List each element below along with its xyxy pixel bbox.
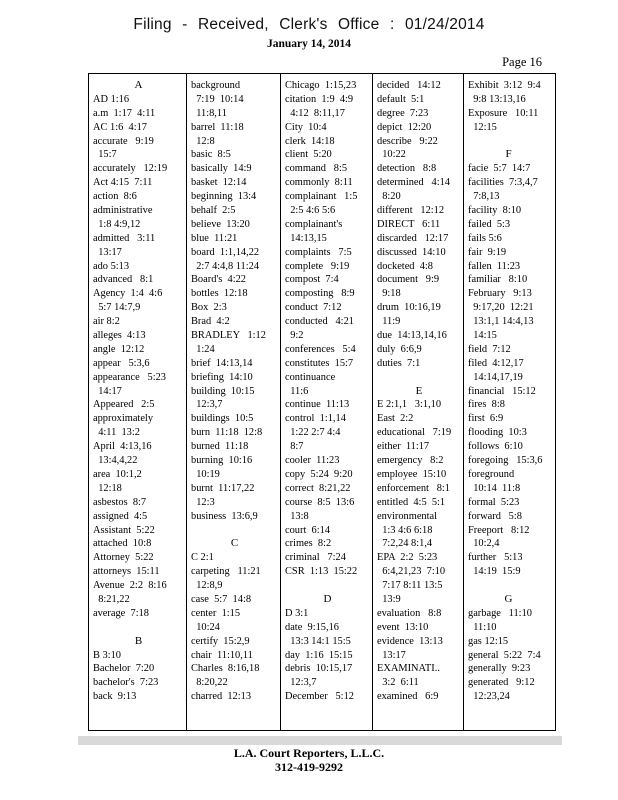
index-entry: gas 12:15 [468,635,509,647]
index-entry: 12:3,7 [191,399,223,411]
blank-line [468,579,549,593]
index-entry: fallen 11:23 [468,260,521,272]
index-entry: burned 11:18 [191,441,249,453]
section-letter: A [134,79,143,91]
index-entry: 14:14,17,19 [468,371,523,383]
index-entry: 12:3,7 [285,677,317,689]
index-entry: briefing 14:10 [191,371,253,383]
index-entry: 14:15 [468,330,497,342]
index-entry: appearance 5:23 [93,371,166,383]
index-entry: building 10:15 [191,385,255,397]
index-entry: 13:3 14:1 15:5 [285,635,351,647]
index-entry: facility 8:10 [468,205,522,217]
index-entry: either 11:17 [377,441,430,453]
index-entry: Assistant 5:22 [93,524,155,536]
index-entry: 1:24 [191,343,215,355]
index-entry: enforcement 8:1 [377,482,450,494]
section-letter: G [504,592,513,605]
index-entry: 7:19 10:14 [191,93,244,105]
index-entry: 12:15 [468,121,497,133]
index-entry: Attorney 5:22 [93,552,154,564]
index-entry: East 2:2 [377,413,414,425]
index-entry: 4:12 8:11,17 [285,107,345,119]
index-entry: garbage 11:10 [468,607,532,619]
index-entry: 13:17 [93,246,122,258]
index-entry: evaluation 8:8 [377,607,442,619]
index-entry: continue 11:13 [285,399,350,411]
transcript-date: January 14, 2014 [266,38,352,50]
index-entry: 14:17 [93,385,122,397]
index-entry: 6:4,21,23 7:10 [377,566,446,578]
index-entry: copy 5:24 9:20 [285,468,353,480]
index-entry: appear 5:3,6 [93,357,150,369]
index-entry: carpeting 11:21 [191,566,261,578]
index-entry: facie 5:7 14:7 [468,163,531,175]
index-entry: EPA 2:2 5:23 [377,552,438,564]
index-entry: burn 11:18 12:8 [191,427,263,439]
index-entry: clerk 14:18 [285,135,335,147]
index-entry: B 3:10 [93,649,122,661]
index-entry: first 6:9 [468,413,504,425]
index-entry: DIRECT 6:11 [377,218,441,230]
index-entry: charred 12:13 [191,691,252,703]
index-entry: 11:9 [377,316,401,328]
index-entry: Exhibit 3:12 9:4 [468,80,541,91]
index-entry: criminal 7:24 [285,552,346,564]
index-entry: duties 7:1 [377,357,421,369]
index-entry: 10:24 [191,621,220,633]
reporter-phone: 312-419-9292 [275,760,343,774]
index-entry: fails 5:6 [468,232,502,244]
filing-header: Filing - Received, Clerk's Office : 01/24/2014 [133,16,485,33]
index-entry: Bachelor 7:20 [93,663,155,675]
index-entry: course 8:5 13:6 [285,496,355,508]
index-entry: follows 6:10 [468,441,523,453]
index-entry: 2:7 4:4,8 11:24 [191,260,260,272]
index-entry: chair 11:10,11 [191,649,253,661]
index-entry: December 5:12 [285,691,354,703]
index-entry: 3:2 6:11 [377,677,419,689]
index-entry: default 5:1 [377,93,425,105]
index-entry: day 1:16 15:15 [285,649,353,661]
index-entry: complete 9:19 [285,260,350,272]
index-entry: court 6:14 [285,524,331,536]
index-entry: due 14:13,14,16 [377,330,447,342]
index-entry: Appeared 2:5 [93,399,155,411]
index-entry: 12:18 [93,482,122,494]
index-entry: fires 8:8 [468,399,505,411]
index-entry: 14:13,15 [285,232,327,244]
index-entry: 13:1,1 14:4,13 [468,316,534,328]
index-entry: attorneys 15:11 [93,566,160,578]
index-entry: forward 5:8 [468,510,522,522]
index-entry: conduct 7:12 [285,302,342,314]
index-entry: environmental [377,510,438,522]
index-entry: correct 8:21,22 [285,482,351,494]
index-entry: action 8:6 [93,191,137,203]
index-entry: 10:2,4 [468,538,500,550]
index-entry: Agency 1:4 4:6 [93,288,163,300]
index-column-5 [463,74,551,730]
index-entry: 12:8,9 [191,580,223,592]
index-entry: client 5:20 [285,149,332,161]
index-entry: advanced 8:1 [93,274,154,286]
index-entry: angle 12:12 [93,343,145,355]
word-index-table [88,73,556,731]
index-entry: 15:7 [93,149,117,161]
index-entry: docketed 4:8 [377,260,433,272]
index-entry: April 4:13,16 [93,441,152,453]
blank-line [191,524,278,538]
index-entry: discarded 12:17 [377,232,449,244]
index-entry: conferences 5:4 [285,343,356,355]
index-entry: determined 4:14 [377,177,451,189]
index-entry: accurate 9:19 [93,135,154,147]
index-entry: command 8:5 [285,163,348,175]
index-entry: formal 5:23 [468,496,520,508]
scan-artifact-band [78,736,562,745]
index-entry: 11:8,11 [191,107,227,119]
index-entry: February 9:13 [468,288,532,300]
index-entry: burning 10:16 [191,455,253,467]
index-entry: Board's 4:22 [191,274,246,286]
index-entry: 13:9 [377,593,401,605]
index-entry: Brad 4:2 [191,316,230,328]
index-entry: failed 5:3 [468,218,511,230]
index-entry: Avenue 2:2 8:16 [93,580,167,592]
index-entry: describe 9:22 [377,135,438,147]
index-entry: flooding 10:3 [468,427,527,439]
index-entry: 10:22 [377,149,406,161]
index-entry: assigned 4:5 [93,510,148,522]
blank-line [93,621,184,635]
index-entry: air 8:2 [93,316,120,328]
index-entry: City 10:4 [285,121,327,133]
index-entry: entitled 4:5 5:1 [377,496,446,508]
index-entry: commonly 8:11 [285,177,353,189]
index-entry: 14:19 15:9 [468,566,521,578]
index-entry: approximately [93,413,154,425]
index-entry: AC 1:6 4:17 [93,121,147,133]
index-entry: buildings 10:5 [191,413,254,425]
index-entry: familiar 8:10 [468,274,528,286]
index-entry: Act 4:15 7:11 [93,177,153,189]
index-entry: 1:3 4:6 6:18 [377,524,433,536]
index-entry: complainant 1:5 [285,191,358,203]
index-entry: decided 14:12 [377,80,441,91]
index-entry: 7:8,13 [468,191,500,203]
index-entry: a.m 1:17 4:11 [93,107,156,119]
index-entry: 8:7 [285,441,304,453]
index-entry: area 10:1,2 [93,468,142,480]
index-entry: Box 2:3 [191,302,227,314]
index-entry: admitted 3:11 [93,232,156,244]
index-entry: barrel 11:18 [191,121,244,133]
index-column-3 [280,74,372,730]
index-entry: crimes 8:2 [285,538,332,550]
index-entry: back 9:13 [93,691,137,703]
index-entry: beginning 13:4 [191,191,257,203]
index-entry: employee 15:10 [377,468,447,480]
section-letter: B [134,634,143,647]
index-entry: 10:14 11:8 [468,482,521,494]
index-entry: date 9:15,16 [285,621,339,633]
index-entry: complainant's [285,218,343,230]
index-column-4 [372,74,463,730]
index-entry: background [191,80,241,91]
index-entry: 9:18 [377,288,401,300]
index-entry: accurately 12:19 [93,163,168,175]
page-number-label: Page 16 [502,55,542,69]
index-entry: filed 4:12,17 [468,357,524,369]
index-entry: 12:3 [191,496,215,508]
index-entry: 13:8 [285,510,309,522]
index-entry: board 1:1,14,22 [191,246,260,258]
index-entry: CSR 1:13 15:22 [285,566,358,578]
index-entry: E 2:1,1 3:1,10 [377,399,442,411]
index-entry: case 5:7 14:8 [191,593,252,605]
index-entry: asbestos 8:7 [93,496,147,508]
index-entry: 8:20,22 [191,677,228,689]
index-entry: 2:5 4:6 5:6 [285,205,336,217]
index-entry: 8:21,22 [93,593,130,605]
section-letter: F [505,148,512,161]
index-entry: 9:2 [285,330,304,342]
index-entry: 12:8 [191,135,215,147]
index-entry: basket 12:14 [191,177,247,189]
index-entry: 12:23,24 [468,691,510,703]
index-entry: further 5:13 [468,552,523,564]
index-entry: center 1:15 [191,607,241,619]
index-entry: emergency 8:2 [377,455,444,467]
index-entry: 7:17 8:11 13:5 [377,580,443,592]
index-entry: conducted 4:21 [285,316,354,328]
index-entry: citation 1:9 4:9 [285,93,354,105]
index-entry: D 3:1 [285,607,309,619]
index-column-2 [186,74,280,730]
index-entry: cooler 11:23 [285,455,340,467]
index-entry: burnt 11:17,22 [191,482,255,494]
index-entry: Exposure 10:11 [468,107,539,119]
index-entry: educational 7:19 [377,427,452,439]
index-entry: basically 14:9 [191,163,252,175]
index-entry: complaints 7:5 [285,246,352,258]
index-entry: generally 9:23 [468,663,531,675]
index-entry: generated 9:12 [468,677,535,689]
index-entry: fair 9:19 [468,246,507,258]
section-letter: D [323,592,332,605]
blank-line [468,135,549,149]
index-entry: composting 8:9 [285,288,355,300]
index-entry: general 5:22 7:4 [468,649,541,661]
index-entry: different 12:12 [377,205,445,217]
section-letter: C [230,537,239,550]
index-entry: foregoing 15:3,6 [468,455,543,467]
index-entry: debris 10:15,17 [285,663,353,675]
index-entry: believe 13:20 [191,218,250,230]
index-entry: event 13:10 [377,621,429,633]
index-entry: discussed 14:10 [377,246,446,258]
index-entry: basic 8:5 [191,149,231,161]
blank-line [377,371,461,385]
index-entry: facilities 7:3,4,7 [468,177,538,189]
index-entry: degree 7:23 [377,107,429,119]
index-entry: detection 8:8 [377,163,437,175]
index-entry: 5:7 14:7,9 [93,302,141,314]
index-entry: 11:6 [285,385,309,397]
index-entry: foreground [468,468,515,480]
index-entry: EXAMINATI.. [377,663,440,675]
index-entry: attached 10:8 [93,538,152,550]
index-entry: average 7:18 [93,607,149,619]
index-entry: 8:20 [377,191,401,203]
reporter-company: L.A. Court Reporters, L.L.C. [233,746,385,760]
index-entry: business 13:6,9 [191,510,258,522]
index-entry: blue 11:21 [191,232,238,244]
index-entry: BRADLEY 1:12 [191,330,266,342]
index-entry: 9:8 13:13,16 [468,93,526,105]
index-entry: 4:11 13:2 [93,427,140,439]
index-entry: continuance [285,371,336,383]
index-entry: bachelor's 7:23 [93,677,159,689]
index-entry: financial 15:12 [468,385,536,397]
index-entry: AD 1:16 [93,93,130,105]
index-entry: Freeport 8:12 [468,524,530,536]
index-entry: ado 5:13 [93,260,130,272]
index-entry: compost 7:4 [285,274,339,286]
index-entry: constitutes 15:7 [285,357,354,369]
index-entry: certify 15:2,9 [191,635,250,647]
index-entry: brief 14:13,14 [191,357,253,369]
index-entry: C 2:1 [191,552,214,564]
index-entry: behalf 2:5 [191,205,236,217]
index-entry: evidence 13:13 [377,635,443,647]
index-entry: administrative [93,205,153,217]
index-entry: depict 12:20 [377,121,432,133]
index-entry: 11:10 [468,621,497,633]
index-entry: 13:4,4,22 [93,455,138,467]
index-entry: 1:22 2:7 4:4 [285,427,341,439]
index-entry: field 7:12 [468,343,511,355]
index-entry: 10:19 [191,468,220,480]
index-entry: 9:17,20 12:21 [468,302,534,314]
index-column-1 [89,74,186,730]
index-entry: Chicago 1:15,23 [285,80,357,91]
index-entry: examined 6:9 [377,691,439,703]
section-letter: E [415,384,423,397]
index-entry: control 1:1,14 [285,413,346,425]
index-entry: duly 6:6,9 [377,343,422,355]
index-entry: Charles 8:16,18 [191,663,260,675]
index-entry: bottles 12:18 [191,288,248,300]
index-entry: drum 10:16,19 [377,302,441,314]
index-entry: alleges 4:13 [93,330,146,342]
blank-line [285,579,370,593]
index-entry: 13:17 [377,649,406,661]
index-entry: document 9:9 [377,274,440,286]
index-entry: 1:8 4:9,12 [93,218,141,230]
index-entry: 7:2,24 8:1,4 [377,538,433,550]
